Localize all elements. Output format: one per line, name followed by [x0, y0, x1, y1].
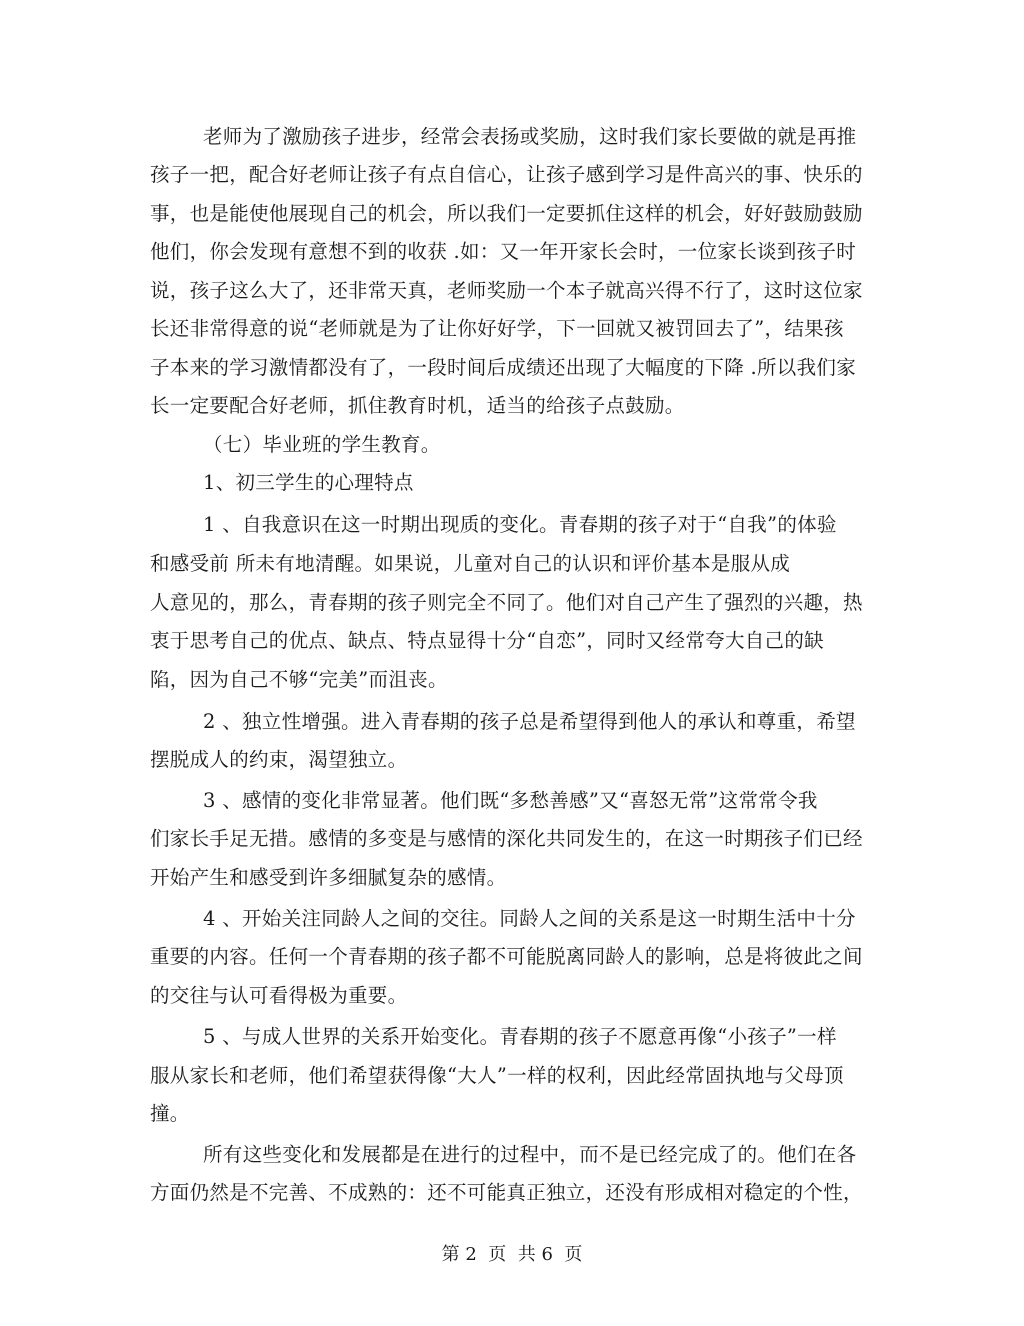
paragraph-line: 4 、开始关注同龄人之间的交往。同龄人之间的关系是这一时期生活中十分: [203, 907, 856, 930]
paragraph-line: 3 、感情的变化非常显著。他们既“多愁善感”又“喜怒无常”这常常令我: [203, 789, 818, 812]
paragraph-line: 孩子一把，配合好老师让孩子有点自信心，让孩子感到学习是件高兴的事、快乐的: [150, 163, 863, 186]
paragraph-line: 老师为了激励孩子进步，经常会表扬或奖励，这时我们家长要做的就是再推: [203, 125, 857, 148]
paragraph-line: 所有这些变化和发展都是在进行的过程中，而不是已经完成了的。他们在各: [203, 1143, 857, 1166]
paragraph-line: 开始产生和感受到许多细腻复杂的感情。: [150, 866, 507, 889]
paragraph-line: 衷于思考自己的优点、缺点、特点显得十分“自恋”，同时又经常夸大自己的缺: [150, 629, 824, 652]
paragraph-line: 1 、自我意识在这一时期出现质的变化。青春期的孩子对于“自我”的体验: [203, 513, 837, 536]
paragraph-line: 人意见的，那么，青春期的孩子则完全不同了。他们对自己产生了强烈的兴趣，热: [150, 591, 863, 614]
paragraph-line: 长一定要配合好老师，抓住教育时机，适当的给孩子点鼓励。: [150, 394, 685, 417]
paragraph-line: 5 、与成人世界的关系开始变化。青春期的孩子不愿意再像“小孩子”一样: [203, 1025, 837, 1048]
paragraph-line: 撞。: [150, 1102, 190, 1125]
paragraph-line: 们家长手足无措。感情的多变是与感情的深化共同发生的，在这一时期孩子们已经: [150, 827, 863, 850]
paragraph-line: 重要的内容。任何一个青春期的孩子都不可能脱离同龄人的影响，总是将彼此之间: [150, 945, 863, 968]
paragraph-line: 子本来的学习激情都没有了，一段时间后成绩还出现了大幅度的下降 .所以我们家: [150, 356, 856, 379]
paragraph-line: 2 、独立性增强。进入青春期的孩子总是希望得到他人的承认和尊重，希望: [203, 710, 856, 733]
paragraph-line: 说，孩子这么大了，还非常天真，老师奖励一个本子就高兴得不行了，这时这位家: [150, 279, 863, 302]
paragraph-line: 摆脱成人的约束，渴望独立。: [150, 748, 408, 771]
paragraph-line: 方面仍然是不完善、不成熟的：还不可能真正独立，还没有形成相对稳定的个性，: [150, 1181, 863, 1204]
paragraph-line: 的交往与认可看得极为重要。: [150, 984, 408, 1007]
paragraph-line: 陷，因为自己不够“完美”而沮丧。: [150, 668, 448, 691]
paragraph-line: 长还非常得意的说“老师就是为了让你好好学，下一回就又被罚回去了”，结果孩: [150, 317, 844, 340]
section-heading: （七）毕业班的学生教育。: [203, 433, 441, 456]
paragraph-line: 事，也是能使他展现自己的机会，所以我们一定要抓住这样的机会，好好鼓励鼓励: [150, 202, 863, 225]
paragraph-line: 服从家长和老师，他们希望获得像“大人”一样的权利，因此经常固执地与父母顶: [150, 1064, 844, 1087]
page-number-footer: 第 2 页 共 6 页: [441, 1244, 583, 1265]
subsection-heading: 1、初三学生的心理特点: [203, 471, 414, 494]
paragraph-line: 他们，你会发现有意想不到的收获 .如：又一年开家长会时，一位家长谈到孩子时: [150, 240, 856, 263]
paragraph-line: 和感受前 所未有地清醒。如果说，儿童对自己的认识和评价基本是服从成: [150, 552, 791, 575]
